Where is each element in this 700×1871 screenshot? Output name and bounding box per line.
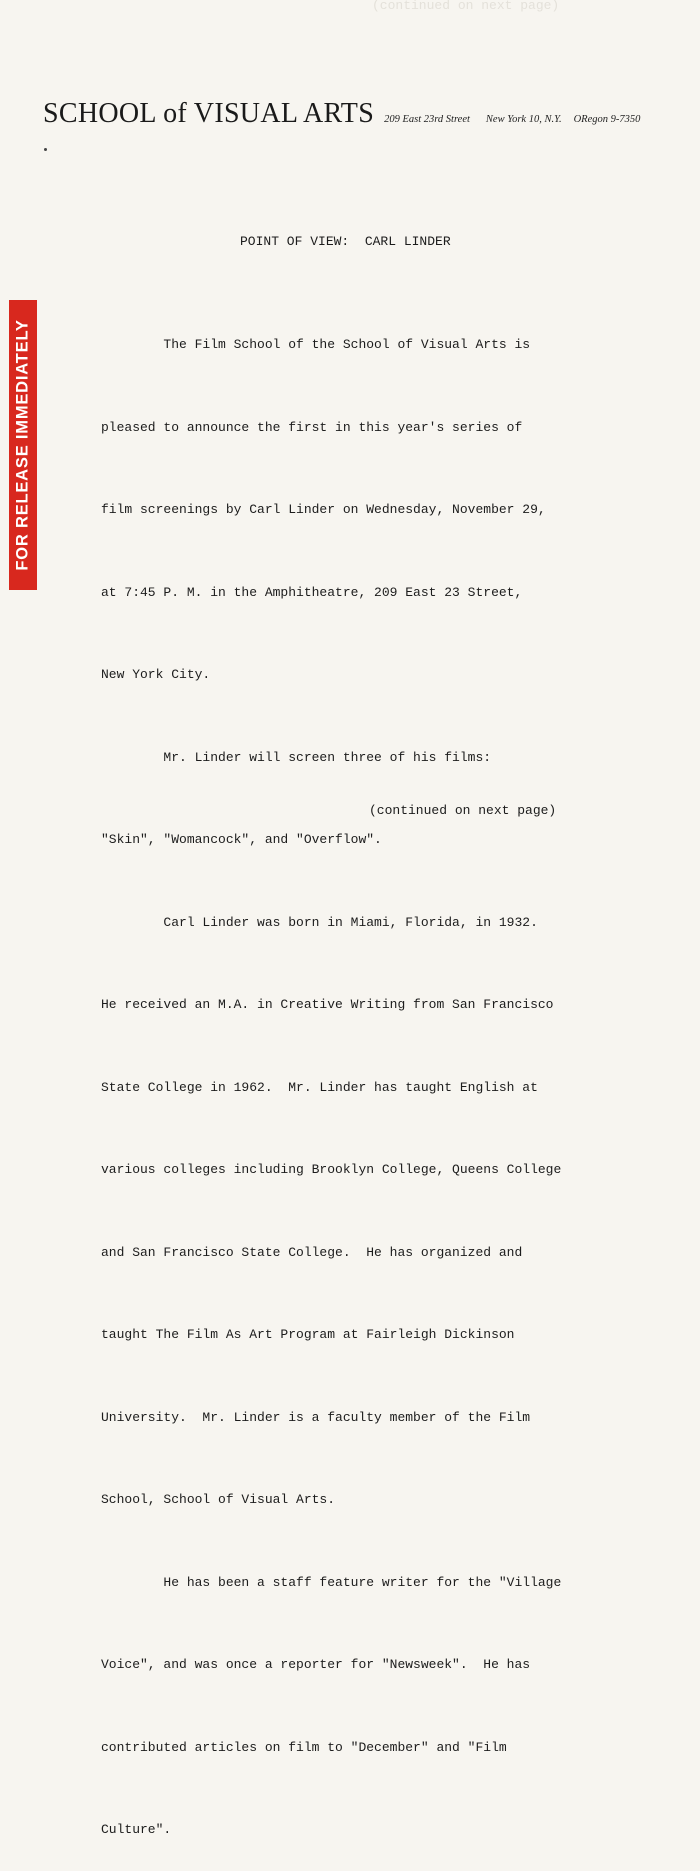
letterhead-city: New York 10, N.Y. <box>485 114 562 125</box>
letterhead <box>43 98 640 138</box>
body-line: taught The Film As Art Program at Fairleigh Dickinson <box>101 1327 515 1342</box>
body-line: pleased to announce the first in this year's series of <box>101 419 523 435</box>
body-line: He has been a staff feature writer for the "Village <box>101 1574 562 1590</box>
letterhead-phone: ORegon 9-7350 <box>573 114 641 125</box>
document-body <box>101 276 561 1871</box>
body-line: University. Mr. Linder is a faculty member of the Film <box>101 1409 531 1425</box>
body-line: State College in 1962. Mr. Linder has taught English at <box>101 1079 538 1095</box>
body-line: and San Francisco State College. He has organized and <box>101 1244 523 1260</box>
body-line: contributed articles on film to "December" and "Film <box>101 1739 507 1755</box>
continued-note: (continued on next page) <box>369 803 557 818</box>
body-line: Culture". <box>101 1822 172 1837</box>
body-line: various colleges including Brooklyn College, Queens College <box>101 1162 562 1177</box>
body-line: Voice", and was once a reporter for "Newsweek". He has <box>101 1657 531 1672</box>
release-stamp <box>9 300 37 590</box>
body-line: He received an M.A. in Creative Writing from San Francisco <box>101 997 554 1012</box>
body-line: film screenings by Carl Linder on Wednesday, November 29, <box>101 502 546 517</box>
body-line: School, School of Visual Arts. <box>101 1492 336 1507</box>
body-line: The Film School of the School of Visual Arts is <box>101 337 531 352</box>
bleed-through-text: (continued on next page) <box>372 0 560 13</box>
ink-speck <box>44 148 47 151</box>
body-line: at 7:45 P. M. in the Amphitheatre, 209 East 23 Street, <box>101 584 523 600</box>
organization-name: SCHOOL of VISUAL ARTS <box>43 98 375 129</box>
document-title: POINT OF VIEW: CARL LINDER <box>240 234 451 249</box>
body-line: "Skin", "Womancock", and "Overflow". <box>101 832 382 847</box>
body-line: Mr. Linder will screen three of his films: <box>101 749 492 765</box>
body-line: New York City. <box>101 667 211 682</box>
letterhead-street: 209 East 23rd Street <box>384 114 470 125</box>
body-line: Carl Linder was born in Miami, Florida, in 1932. <box>101 914 538 930</box>
release-stamp-label: FOR RELEASE IMMEDIATELY <box>13 319 32 571</box>
